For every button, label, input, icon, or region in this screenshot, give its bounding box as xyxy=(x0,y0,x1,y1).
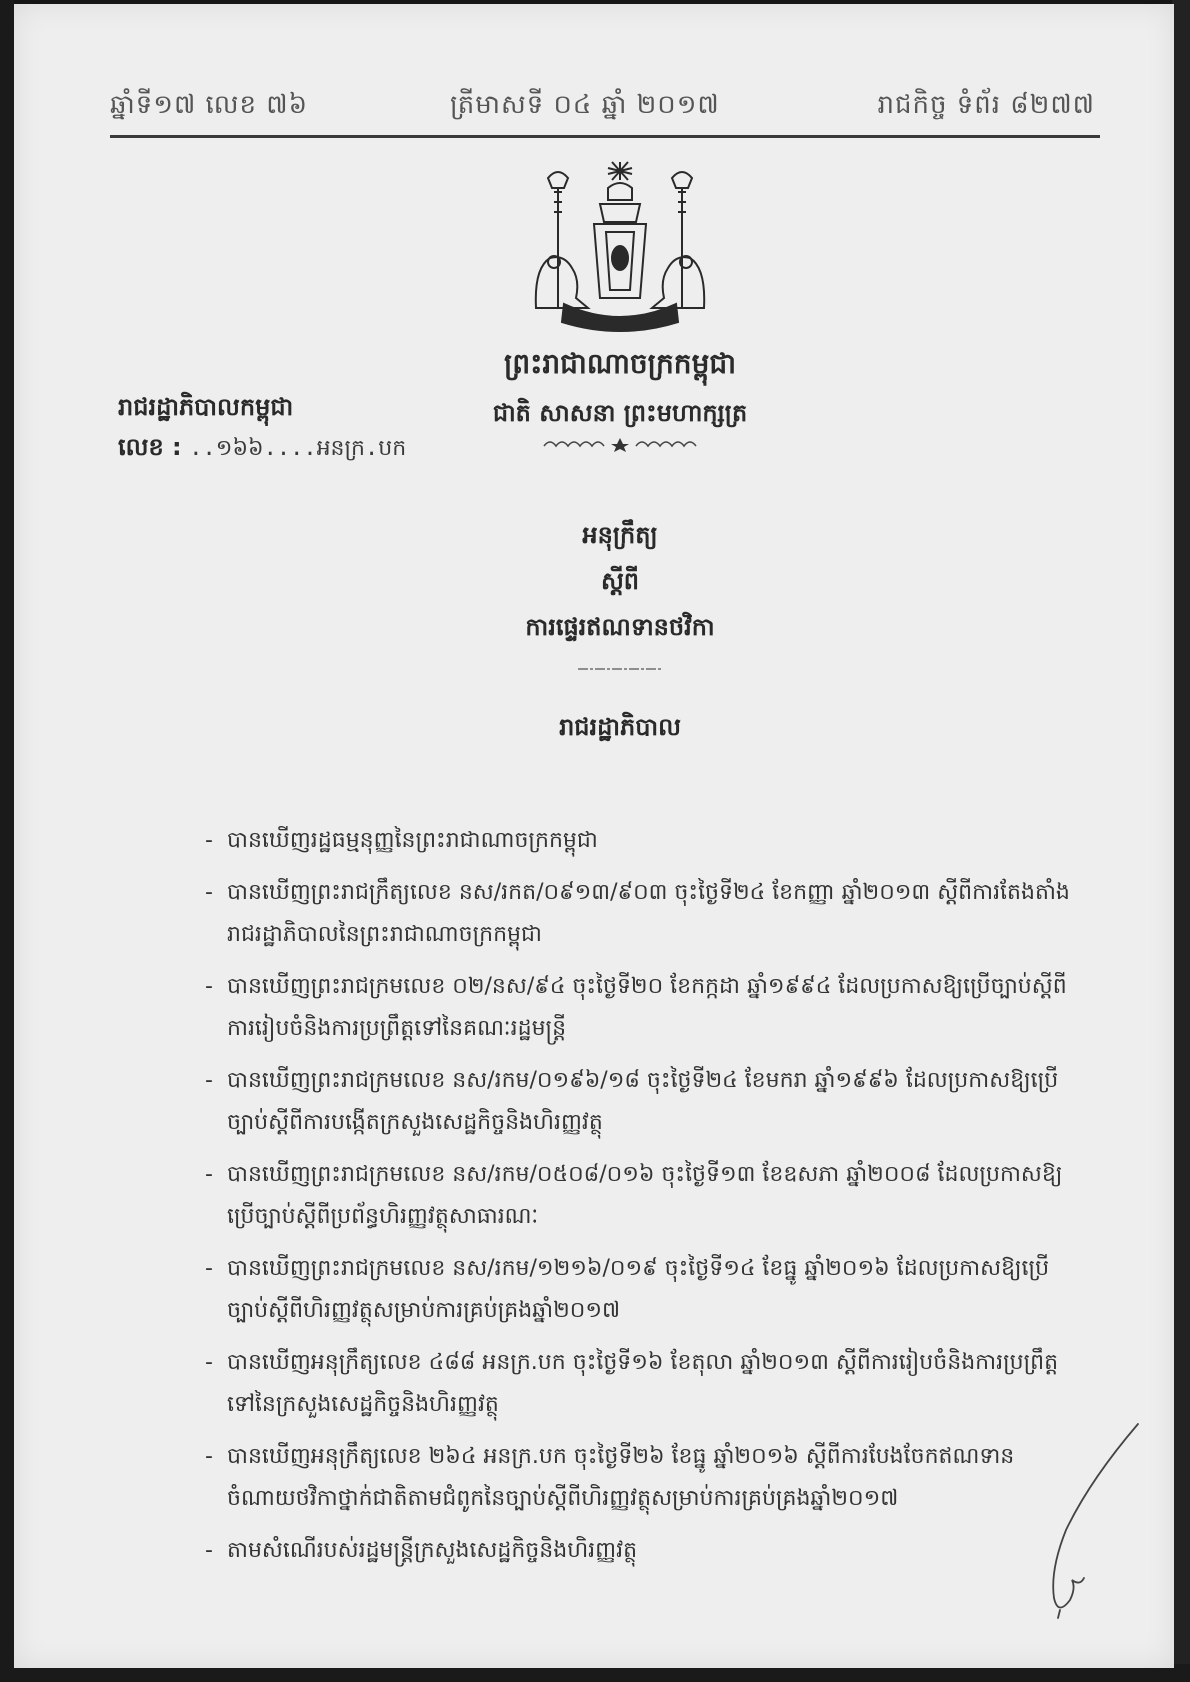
list-item xyxy=(205,1154,1075,1238)
subject-divider xyxy=(578,666,662,672)
list-item xyxy=(205,1342,1075,1426)
national-motto: ជាតិ សាសនា ព្រះមហាក្សត្រ xyxy=(492,399,748,427)
preamble-clauses xyxy=(205,820,1075,1582)
list-dash: - xyxy=(205,1350,213,1375)
list-item xyxy=(205,820,1075,862)
clause-text: តាមសំណើរបស់រដ្ឋមន្ត្រីក្រសួងសេដ្ឋកិច្ចនិងហិរញ្ញវត្ថុ xyxy=(227,1538,638,1563)
clause-text: បានឃើញព្រះរាជក្រមលេខ នស/រកម/០៥០៨/០១៦ ចុះថ្ងៃទី១៣ ខែឧសភា ឆ្នាំ២០០៨ ដែលប្រកាសឱ្យប្រើច្បាប់ស្តីពីប្រព័ន្ធហិរញ្ញវត្ថុសាធារណៈ xyxy=(227,1162,1063,1229)
list-item xyxy=(205,1530,1075,1572)
clause-text: បានឃើញអនុក្រឹត្យលេខ ២៦៤ អនក្រ.បក ចុះថ្ងៃទី២៦ ខែធ្នូ ឆ្នាំ២០១៦ ស្តីពីការបែងចែកឥណទានចំណាយថវិកាថ្នាក់ជាតិតាមជំពូកនៃច្បាប់ស្តីពីហិរញ្ញវត្ថុសម្រាប់ការគ្រប់គ្រងឆ្នាំ២០១៧ xyxy=(227,1444,1015,1511)
gazette-header xyxy=(110,88,1095,128)
list-item xyxy=(205,966,1075,1050)
list-item xyxy=(205,1060,1075,1144)
government-name: រាជរដ្ឋាភិបាលកម្ពុជា xyxy=(118,393,294,421)
clause-text: បានឃើញព្រះរាជក្រឹត្យលេខ នស/រកត/០៩១៣/៩០៣ ចុះថ្ងៃទី២៤ ខែកញ្ញា ឆ្នាំ២០១៣ ស្តីពីការតែងតាំងរាជរដ្ឋាភិបាលនៃព្រះរាជាណាចក្រកម្ពុជា xyxy=(227,880,1070,947)
reference-label: លេខ : xyxy=(118,433,182,461)
royal-coat-of-arms-icon xyxy=(528,158,712,334)
header-page: រាជកិច្ច ទំព័រ ៨២៧៧ xyxy=(877,90,1095,120)
handwritten-signature-icon xyxy=(1010,1420,1140,1620)
list-dash: - xyxy=(205,1444,213,1469)
list-dash: - xyxy=(205,1538,213,1563)
header-quarter: ត្រីមាសទី ០៤ ឆ្នាំ ២០១៧ xyxy=(450,90,720,120)
list-dash: - xyxy=(205,1256,213,1281)
list-dash: - xyxy=(205,974,213,999)
issuing-authority: រាជរដ្ឋាភិបាល xyxy=(559,713,681,741)
list-item xyxy=(205,1436,1075,1520)
header-rule xyxy=(110,135,1100,138)
ornament-divider-icon xyxy=(540,436,700,452)
clause-text: បានឃើញព្រះរាជក្រមលេខ នស/រកម/១២១៦/០១៩ ចុះថ្ងៃទី១៤ ខែធ្នូ ឆ្នាំ២០១៦ ដែលប្រកាសឱ្យប្រើច្បាប់ស្តីពីហិរញ្ញវត្ថុសម្រាប់ការគ្រប់គ្រងឆ្នាំ២០១៧ xyxy=(227,1256,1050,1323)
header-issue: ឆ្នាំទី១៧ លេខ ៧៦ xyxy=(110,90,309,120)
scan-edge-right xyxy=(1172,0,1190,1682)
reference-number-line xyxy=(118,432,406,467)
clause-text: បានឃើញរដ្ឋធម្មនុញ្ញនៃព្រះរាជាណាចក្រកម្ពុជា xyxy=(227,828,598,853)
clause-text: បានឃើញអនុក្រឹត្យលេខ ៤៨៨ អនក្រ.បក ចុះថ្ងៃទី១៦ ខែតុលា ឆ្នាំ២០១៣ ស្តីពីការរៀបចំនិងការប្រព្រឹត្តទៅនៃក្រសួងសេដ្ឋកិច្ចនិងហិរញ្ញវត្ថុ xyxy=(227,1350,1059,1417)
list-dash: - xyxy=(205,828,213,853)
list-item xyxy=(205,1248,1075,1332)
document-type: អនុក្រឹត្យ xyxy=(582,521,658,549)
list-item xyxy=(205,872,1075,956)
document-subject: ការផ្ទេរឥណទានថវិកា xyxy=(525,613,715,641)
document-about: ស្តីពី xyxy=(600,567,640,595)
clause-text: បានឃើញព្រះរាជក្រមលេខ នស/រកម/០១៩៦/១៨ ចុះថ្ងៃទី២៤ ខែមករា ឆ្នាំ១៩៩៦ ដែលប្រកាសឱ្យប្រើច្បាប់ស្តីពីការបង្កើតក្រសួងសេដ្ឋកិច្ចនិងហិរញ្ញវត្ថុ xyxy=(227,1068,1059,1135)
kingdom-title: ព្រះរាជាណាចក្រកម្ពុជា xyxy=(503,347,736,380)
list-dash: - xyxy=(205,1068,213,1093)
clause-text: បានឃើញព្រះរាជក្រមលេខ ០២/នស/៩៤ ចុះថ្ងៃទី២០ ខែកក្កដា ឆ្នាំ១៩៩៤ ដែលប្រកាសឱ្យប្រើច្បាប់ស្តីពីការរៀបចំនិងការប្រព្រឹត្តទៅនៃគណៈរដ្ឋមន្ត្រី xyxy=(227,974,1067,1041)
list-dash: - xyxy=(205,1162,213,1187)
reference-number: ..១៦៦....អនក្រ.បក xyxy=(189,436,407,461)
list-dash: - xyxy=(205,880,213,905)
